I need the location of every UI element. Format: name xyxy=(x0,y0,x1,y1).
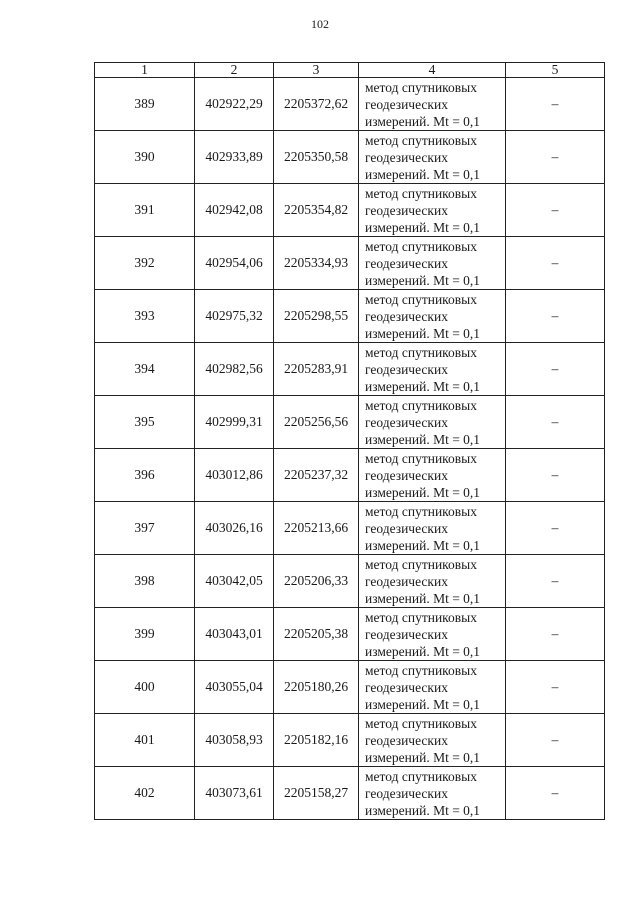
coordinates-table xyxy=(94,62,605,820)
method-line: измерений. Mt = 0,1 xyxy=(365,749,481,765)
note-cell: – xyxy=(506,608,605,661)
table-body xyxy=(95,78,605,820)
method-cell xyxy=(359,131,506,184)
note-cell: – xyxy=(506,449,605,502)
table-row xyxy=(95,343,605,396)
method-line: метод спутниковых xyxy=(365,768,477,784)
method-line: геодезических xyxy=(365,202,448,218)
method-line: метод спутниковых xyxy=(365,238,477,254)
x-coordinate-cell: 403043,01 xyxy=(195,608,274,661)
point-number-cell: 397 xyxy=(95,502,195,555)
column-header-1: 1 xyxy=(95,63,195,78)
x-coordinate-cell: 403012,86 xyxy=(195,449,274,502)
method-cell xyxy=(359,661,506,714)
table-row xyxy=(95,290,605,343)
method-line: измерений. Mt = 0,1 xyxy=(365,325,481,341)
table-row xyxy=(95,555,605,608)
method-line: метод спутниковых xyxy=(365,662,477,678)
x-coordinate-cell: 403042,05 xyxy=(195,555,274,608)
note-cell: – xyxy=(506,767,605,820)
note-cell: – xyxy=(506,290,605,343)
method-line: измерений. Mt = 0,1 xyxy=(365,219,481,235)
method-line: геодезических xyxy=(365,308,448,324)
table-row xyxy=(95,396,605,449)
table-row xyxy=(95,608,605,661)
method-line: геодезических xyxy=(365,785,448,801)
method-line: измерений. Mt = 0,1 xyxy=(365,643,481,659)
method-line: метод спутниковых xyxy=(365,291,477,307)
method-line: измерений. Mt = 0,1 xyxy=(365,272,481,288)
note-cell: – xyxy=(506,237,605,290)
table-row xyxy=(95,502,605,555)
page-number: 102 xyxy=(311,17,329,31)
y-coordinate-cell: 2205205,38 xyxy=(274,608,359,661)
method-line: измерений. Mt = 0,1 xyxy=(365,590,481,606)
note-cell: – xyxy=(506,661,605,714)
method-line: метод спутниковых xyxy=(365,556,477,572)
x-coordinate-cell: 402982,56 xyxy=(195,343,274,396)
method-line: геодезических xyxy=(365,626,448,642)
method-line: измерений. Mt = 0,1 xyxy=(365,802,481,818)
method-line: геодезических xyxy=(365,732,448,748)
note-cell: – xyxy=(506,131,605,184)
method-cell xyxy=(359,767,506,820)
x-coordinate-cell: 403073,61 xyxy=(195,767,274,820)
method-line: геодезических xyxy=(365,520,448,536)
method-line: метод спутниковых xyxy=(365,609,477,625)
method-cell xyxy=(359,555,506,608)
y-coordinate-cell: 2205237,32 xyxy=(274,449,359,502)
method-cell xyxy=(359,449,506,502)
y-coordinate-cell: 2205256,56 xyxy=(274,396,359,449)
method-cell xyxy=(359,502,506,555)
table-row xyxy=(95,78,605,131)
note-cell: – xyxy=(506,714,605,767)
y-coordinate-cell: 2205334,93 xyxy=(274,237,359,290)
method-cell xyxy=(359,396,506,449)
x-coordinate-cell: 403058,93 xyxy=(195,714,274,767)
note-cell: – xyxy=(506,343,605,396)
method-cell xyxy=(359,78,506,131)
method-line: геодезических xyxy=(365,679,448,695)
method-line: измерений. Mt = 0,1 xyxy=(365,484,481,500)
x-coordinate-cell: 402975,32 xyxy=(195,290,274,343)
x-coordinate-cell: 402933,89 xyxy=(195,131,274,184)
note-cell: – xyxy=(506,555,605,608)
method-line: метод спутниковых xyxy=(365,79,477,95)
x-coordinate-cell: 402922,29 xyxy=(195,78,274,131)
y-coordinate-cell: 2205283,91 xyxy=(274,343,359,396)
method-line: измерений. Mt = 0,1 xyxy=(365,537,481,553)
point-number-cell: 391 xyxy=(95,184,195,237)
y-coordinate-cell: 2205354,82 xyxy=(274,184,359,237)
method-cell xyxy=(359,343,506,396)
table-row xyxy=(95,767,605,820)
column-header-2: 2 xyxy=(195,63,274,78)
method-line: метод спутниковых xyxy=(365,344,477,360)
point-number-cell: 401 xyxy=(95,714,195,767)
method-cell xyxy=(359,608,506,661)
note-cell: – xyxy=(506,78,605,131)
y-coordinate-cell: 2205182,16 xyxy=(274,714,359,767)
column-header-4: 4 xyxy=(359,63,506,78)
y-coordinate-cell: 2205158,27 xyxy=(274,767,359,820)
method-line: измерений. Mt = 0,1 xyxy=(365,378,481,394)
x-coordinate-cell: 402942,08 xyxy=(195,184,274,237)
y-coordinate-cell: 2205298,55 xyxy=(274,290,359,343)
column-header-3: 3 xyxy=(274,63,359,78)
method-cell xyxy=(359,714,506,767)
method-line: геодезических xyxy=(365,414,448,430)
table-row xyxy=(95,661,605,714)
point-number-cell: 396 xyxy=(95,449,195,502)
method-cell xyxy=(359,290,506,343)
y-coordinate-cell: 2205350,58 xyxy=(274,131,359,184)
note-cell: – xyxy=(506,396,605,449)
y-coordinate-cell: 2205180,26 xyxy=(274,661,359,714)
point-number-cell: 392 xyxy=(95,237,195,290)
point-number-cell: 400 xyxy=(95,661,195,714)
method-line: измерений. Mt = 0,1 xyxy=(365,431,481,447)
method-line: метод спутниковых xyxy=(365,185,477,201)
method-cell xyxy=(359,184,506,237)
method-line: геодезических xyxy=(365,467,448,483)
table-header-row xyxy=(95,63,605,78)
x-coordinate-cell: 403055,04 xyxy=(195,661,274,714)
method-line: геодезических xyxy=(365,149,448,165)
method-line: измерений. Mt = 0,1 xyxy=(365,113,481,129)
point-number-cell: 398 xyxy=(95,555,195,608)
y-coordinate-cell: 2205372,62 xyxy=(274,78,359,131)
method-line: измерений. Mt = 0,1 xyxy=(365,696,481,712)
column-header-5: 5 xyxy=(506,63,605,78)
method-line: измерений. Mt = 0,1 xyxy=(365,166,481,182)
point-number-cell: 399 xyxy=(95,608,195,661)
method-line: метод спутниковых xyxy=(365,397,477,413)
point-number-cell: 393 xyxy=(95,290,195,343)
method-cell xyxy=(359,237,506,290)
x-coordinate-cell: 402954,06 xyxy=(195,237,274,290)
method-line: геодезических xyxy=(365,96,448,112)
point-number-cell: 395 xyxy=(95,396,195,449)
method-line: геодезических xyxy=(365,573,448,589)
note-cell: – xyxy=(506,184,605,237)
point-number-cell: 394 xyxy=(95,343,195,396)
method-line: геодезических xyxy=(365,255,448,271)
table-row xyxy=(95,237,605,290)
table-row xyxy=(95,449,605,502)
table-row xyxy=(95,131,605,184)
point-number-cell: 390 xyxy=(95,131,195,184)
method-line: метод спутниковых xyxy=(365,503,477,519)
x-coordinate-cell: 403026,16 xyxy=(195,502,274,555)
y-coordinate-cell: 2205206,33 xyxy=(274,555,359,608)
x-coordinate-cell: 402999,31 xyxy=(195,396,274,449)
method-line: метод спутниковых xyxy=(365,715,477,731)
method-line: метод спутниковых xyxy=(365,450,477,466)
note-cell: – xyxy=(506,502,605,555)
point-number-cell: 389 xyxy=(95,78,195,131)
y-coordinate-cell: 2205213,66 xyxy=(274,502,359,555)
table-row xyxy=(95,714,605,767)
table-row xyxy=(95,184,605,237)
point-number-cell: 402 xyxy=(95,767,195,820)
method-line: метод спутниковых xyxy=(365,132,477,148)
method-line: геодезических xyxy=(365,361,448,377)
